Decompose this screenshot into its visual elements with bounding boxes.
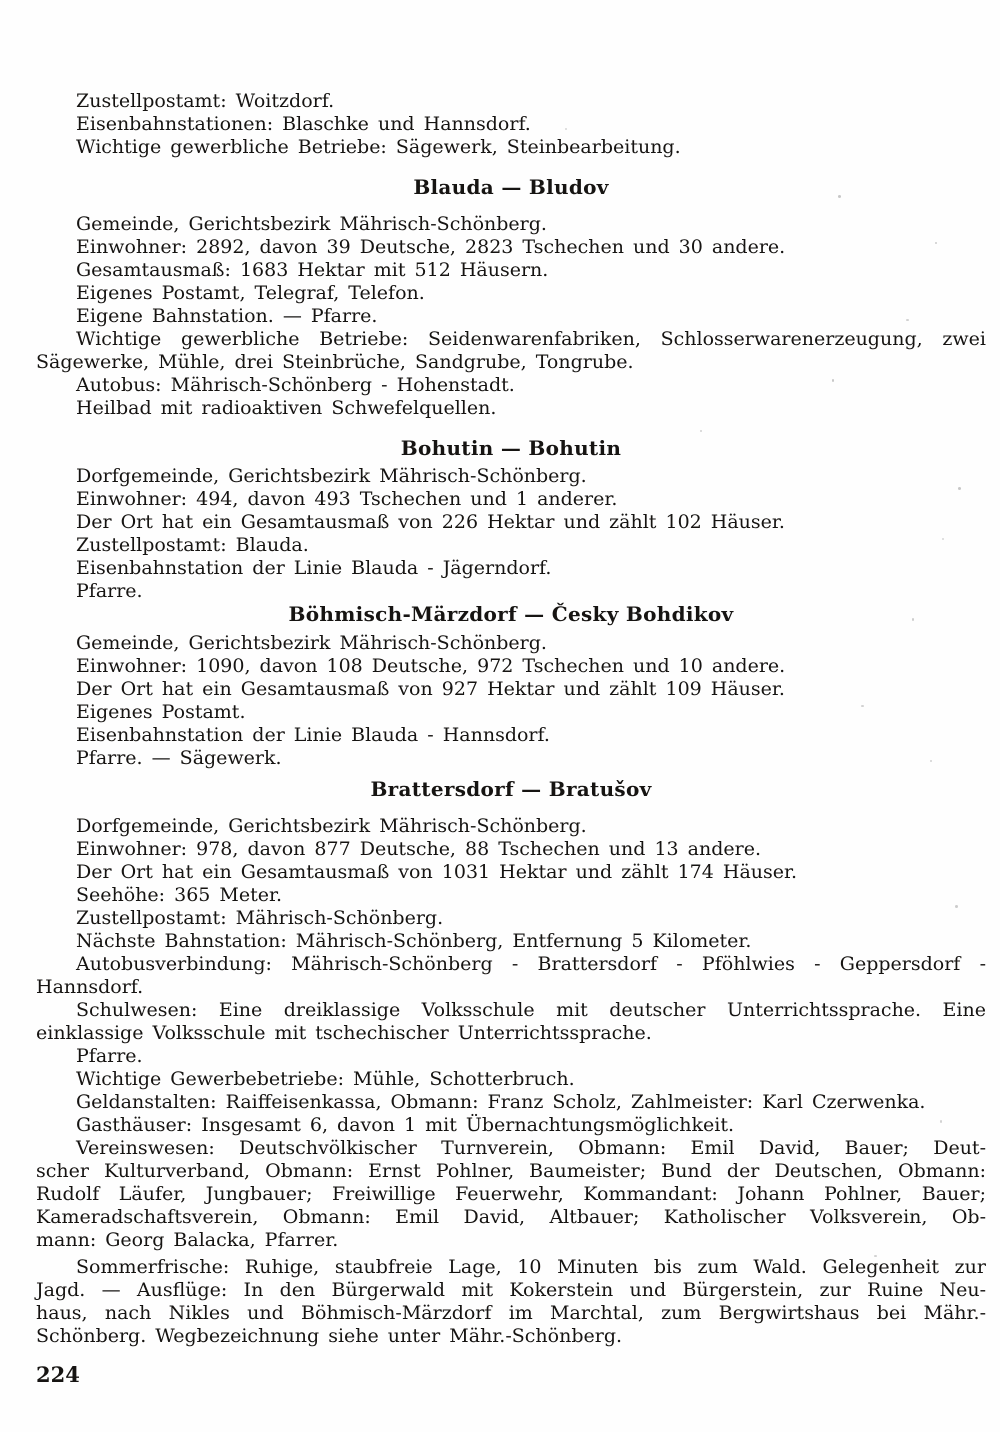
page-text-column bbox=[36, 90, 986, 1387]
text-line: Seehöhe: 365 Meter. bbox=[76, 884, 283, 906]
text-line: Eisenbahnstationen: Blaschke und Hannsdorf. bbox=[76, 113, 531, 135]
entry-heading-brattersdorf: Brattersdorf — Bratušov bbox=[370, 777, 652, 801]
text-line: Einwohner: 2892, davon 39 Deutsche, 2823 Tschechen und 30 andere. bbox=[76, 236, 786, 258]
text-line: Wichtige gewerbliche Betriebe: Seidenwarenfabriken, Schlosserwarenerzeugung, zwei bbox=[76, 328, 986, 350]
text-line: Pfarre. — Sägewerk. bbox=[76, 747, 282, 769]
text-line: Autobusverbindung: Mährisch-Schönberg - Brattersdorf - Pföhlwies - Geppersdorf - bbox=[76, 953, 986, 975]
text-line: Eigenes Postamt. bbox=[76, 701, 246, 723]
text-line: Eisenbahnstation der Linie Blauda - Hannsdorf. bbox=[76, 724, 550, 746]
text-line: Einwohner: 978, davon 877 Deutsche, 88 Tschechen und 13 andere. bbox=[76, 838, 762, 860]
text-line: Geldanstalten: Raiffeisenkassa, Obmann: Franz Scholz, Zahlmeister: Karl Czerwenka. bbox=[76, 1091, 926, 1113]
text-line: Dorfgemeinde, Gerichtsbezirk Mährisch-Schönberg. bbox=[76, 465, 587, 487]
entry-heading-boehmisch-maerzdorf: Böhmisch-Märzdorf — Česky Bohdikov bbox=[288, 602, 734, 626]
text-line: Eisenbahnstation der Linie Blauda - Jägerndorf. bbox=[76, 557, 552, 579]
text-line: Eigene Bahnstation. — Pfarre. bbox=[76, 305, 378, 327]
entry-brattersdorf bbox=[36, 815, 986, 1348]
text-line: Gemeinde, Gerichtsbezirk Mährisch-Schönberg. bbox=[76, 213, 547, 235]
text-line: Einwohner: 1090, davon 108 Deutsche, 972 Tschechen und 10 andere. bbox=[76, 655, 786, 677]
text-line: Gesamtausmaß: 1683 Hektar mit 512 Häusern. bbox=[76, 259, 549, 281]
text-line: Wichtige Gewerbebetriebe: Mühle, Schotterbruch. bbox=[76, 1068, 575, 1090]
text-line: Gemeinde, Gerichtsbezirk Mährisch-Schönberg. bbox=[76, 632, 547, 654]
text-line: Der Ort hat ein Gesamtausmaß von 1031 Hektar und zählt 174 Häuser. bbox=[76, 861, 798, 883]
text-line: Pfarre. bbox=[76, 1045, 143, 1067]
text-line: Hannsdorf. bbox=[36, 976, 144, 998]
entry-blauda bbox=[36, 213, 986, 420]
text-line: Schulwesen: Eine dreiklassige Volksschule mit deutscher Unterrichtssprache. Eine bbox=[76, 999, 986, 1021]
text-line: Zustellpostamt: Mährisch-Schönberg. bbox=[76, 907, 444, 929]
text-line: Einwohner: 494, davon 493 Tschechen und 1 anderer. bbox=[76, 488, 618, 510]
text-line: Der Ort hat ein Gesamtausmaß von 927 Hektar und zählt 109 Häuser. bbox=[76, 678, 785, 700]
text-line: Sommerfrische: Ruhige, staubfreie Lage, 10 Minuten bis zum Wald. Gelegenheit zur bbox=[76, 1256, 986, 1278]
text-line: Dorfgemeinde, Gerichtsbezirk Mährisch-Schönberg. bbox=[76, 815, 587, 837]
entry-bohutin bbox=[36, 465, 986, 603]
page-number: 224 bbox=[36, 1362, 80, 1387]
text-line: haus, nach Nikles und Böhmisch-Märzdorf im Marchtal, zum Bergwirtshaus bei Mähr.- bbox=[36, 1302, 986, 1324]
text-line: einklassige Volksschule mit tschechischer Unterrichtssprache. bbox=[36, 1022, 652, 1044]
entry-heading-bohutin: Bohutin — Bohutin bbox=[400, 436, 622, 460]
text-line: Kameradschaftsverein, Obmann: Emil David, Altbauer; Katholischer Volksverein, Ob- bbox=[36, 1206, 986, 1228]
text-line: Heilbad mit radioaktiven Schwefelquellen. bbox=[76, 397, 497, 419]
entry-heading-blauda: Blauda — Bludov bbox=[413, 175, 609, 199]
text-line: Sägewerke, Mühle, drei Steinbrüche, Sandgrube, Tongrube. bbox=[36, 351, 634, 373]
text-line: Der Ort hat ein Gesamtausmaß von 226 Hektar und zählt 102 Häuser. bbox=[76, 511, 785, 533]
text-line: Pfarre. bbox=[76, 580, 143, 602]
entry-continuation bbox=[36, 90, 986, 159]
text-line: Autobus: Mährisch-Schönberg - Hohenstadt. bbox=[76, 374, 515, 396]
text-line: Rudolf Läufer, Jungbauer; Freiwillige Feuerwehr, Kommandant: Johann Pohlner, Bauer; bbox=[36, 1183, 986, 1205]
text-line: Jagd. — Ausflüge: In den Bürgerwald mit Kokerstein und Bürgerstein, zur Ruine Neu- bbox=[36, 1279, 986, 1301]
text-line: Schönberg. Wegbezeichnung siehe unter Mähr.-Schönberg. bbox=[36, 1325, 623, 1347]
text-line: Gasthäuser: Insgesamt 6, davon 1 mit Übernachtungsmöglichkeit. bbox=[76, 1114, 735, 1136]
text-line: scher Kulturverband, Obmann: Ernst Pohlner, Baumeister; Bund der Deutschen, Obmann: bbox=[36, 1160, 986, 1182]
text-line: Zustellpostamt: Woitzdorf. bbox=[76, 90, 335, 112]
text-line: mann: Georg Balacka, Pfarrer. bbox=[36, 1229, 339, 1251]
text-line: Nächste Bahnstation: Mährisch-Schönberg, Entfernung 5 Kilometer. bbox=[76, 930, 752, 952]
text-line: Eigenes Postamt, Telegraf, Telefon. bbox=[76, 282, 425, 304]
text-line: Wichtige gewerbliche Betriebe: Sägewerk, Steinbearbeitung. bbox=[76, 136, 681, 158]
text-line: Vereinswesen: Deutschvölkischer Turnverein, Obmann: Emil David, Bauer; Deut- bbox=[76, 1137, 986, 1159]
text-line: Zustellpostamt: Blauda. bbox=[76, 534, 309, 556]
entry-boehmisch-maerzdorf bbox=[36, 632, 986, 770]
